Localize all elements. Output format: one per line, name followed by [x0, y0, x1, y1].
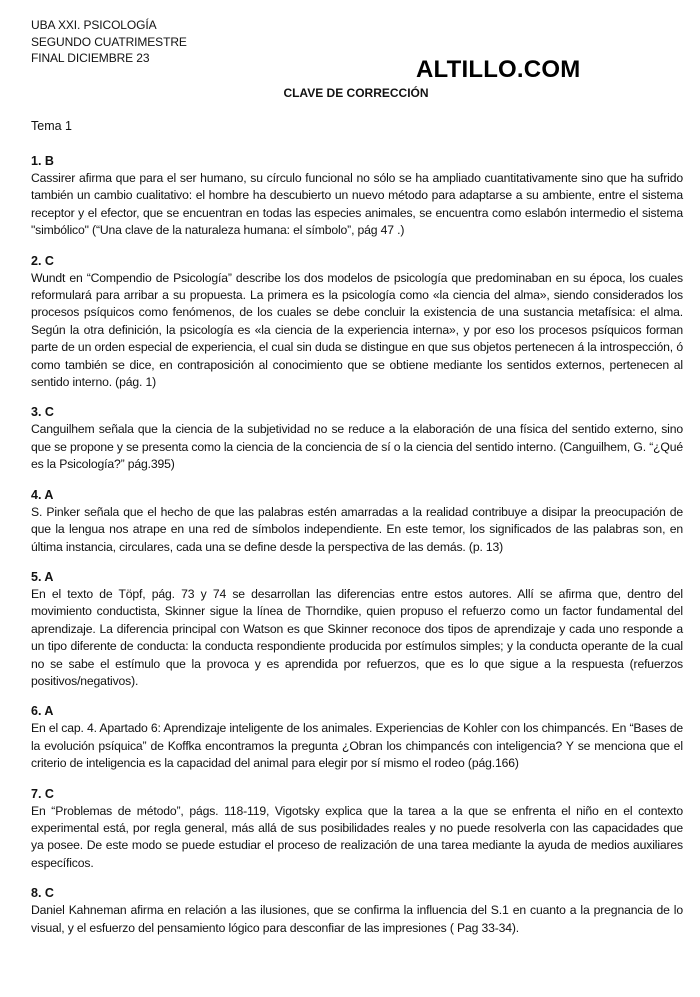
- answer-list: [31, 153, 683, 950]
- page-title: CLAVE DE CORRECCIÓN: [283, 86, 429, 100]
- answer-item: [31, 153, 683, 240]
- answer-label: 5. A: [31, 569, 54, 584]
- tema-label: Tema 1: [31, 119, 72, 133]
- answer-text: En “Problemas de método”, págs. 118-119, Vigotsky explica que la tarea a la que se enfrenta el niño en el contexto experimental está, por regla general, más allá de sus posibilidades reales y no puede resolverla con las capacidades que ya posee. De este modo se puede estudiar el proceso de realización de una tarea mediante la ayuda de medios auxiliares específicos.: [31, 803, 683, 870]
- answer-label: 8. C: [31, 886, 54, 901]
- answer-label: 1. B: [31, 154, 54, 168]
- header-line-institution: UBA XXI. PSICOLOGÍA: [31, 18, 157, 32]
- answer-item: [31, 253, 683, 392]
- answer-label: 4. A: [31, 487, 54, 502]
- answer-text: Wundt en “Compendio de Psicología” describe los dos modelos de psicología que predominaban en su época, los cuales reformulará para arribar a su propuesta. La primera es la psicología como «la ciencia del alma», siendo considerados los procesos psíquicos como fenómenos, de los cuales se debe concluir la existencia de una sustancia metafísica: el alma. Según la otra definición, la psicología es «la ciencia de la experiencia interna», y por eso los procesos psíquicos forman parte de un orden especial de experiencia, el cual sin duda se distingue en que sus objetos pertenecen á la introspección, ó como también se dice, en contraposición al conocimiento que se obtiene mediante los sentidos externos, pertenecen al sentido interno. (pág. 1): [31, 270, 683, 390]
- answer-item: [31, 404, 683, 473]
- header-line-term: SEGUNDO CUATRIMESTRE: [31, 34, 187, 49]
- answer-item: [31, 885, 683, 937]
- answer-label: 2. C: [31, 253, 54, 268]
- answer-text: S. Pinker señala que el hecho de que las palabras estén amarradas a la realidad contribuye a disipar la preocupación de que la lengua nos atrape en una red de símbolos independiente. En este temor, los significados de las palabras son, en última instancia, circulares, cada una se define desde la perspectiva de las demás. (p. 13): [31, 504, 683, 554]
- answer-text: Daniel Kahneman afirma en relación a las ilusiones, que se confirma la influencia del S.1 en cuanto a la pregnancia de lo visual, y el esfuerzo del pensamiento lógico para desconfiar de las impresiones ( Pag 33-34).: [31, 903, 683, 935]
- answer-text: Cassirer afirma que para el ser humano, su círculo funcional no sólo se ha ampliado cuantitativamente sino que ha sufrido también un cambio cualitativo: el hombre ha descubierto un nuevo método para adaptarse a su ambiente, entre el sistema receptor y el efector, que se encuentran en todas las especies animales, se encuentra como eslabón intermedio el sistema "simbólico" (“Una clave de la naturaleza humana: el símbolo”, pág 47 .): [31, 171, 683, 238]
- answer-item: [31, 487, 683, 556]
- answer-item: [31, 786, 683, 873]
- altillo-logo: ALTILLO.COM: [416, 56, 581, 83]
- exam-header: [31, 17, 187, 67]
- answer-text: En el texto de Töpf, pág. 73 y 74 se desarrollan las diferencias entre estos autores. Allí se afirma que, dentro del movimiento conductista, Skinner sigue la línea de Thorndike, quien propuso el refuerzo como un factor fundamental del aprendizaje. La diferencia principal con Watson es que Skinner reconoce dos tipos de aprendizaje y cada uno responde a un tipo diferente de conducta: la conducta respondiente producida por estímulos simples; y la conducta operante de la cual no se sabe el estímulo que la provoca y es aprendida por refuerzos, que es lo que sigue a la respuesta (refuerzos positivos/negativos).: [31, 586, 683, 688]
- answer-text: Canguilhem señala que la ciencia de la subjetividad no se reduce a la elaboración de una física del sentido externo, sino que se propone y se presenta como la ciencia de la conciencia de sí o la ciencia del sentido interno. (Canguilhem, G. “¿Qué es la Psicología?” pág.395): [31, 422, 683, 472]
- answer-label: 3. C: [31, 405, 54, 420]
- answer-label: 7. C: [31, 786, 54, 801]
- answer-item: [31, 703, 683, 772]
- header-line-exam: FINAL DICIEMBRE 23: [31, 51, 150, 65]
- answer-label: 6. A: [31, 704, 54, 719]
- answer-text: En el cap. 4. Apartado 6: Aprendizaje inteligente de los animales. Experiencias de Kohler con los chimpancés. En “Bases de la evolución psíquica” de Koffka encontramos la pregunta ¿Obran los chimpancés con inteligencia? Y se menciona que el criterio de inteligencia es la capacidad del animal para elegir por sí mismo el rodeo (pág.166): [31, 721, 683, 771]
- answer-item: [31, 569, 683, 690]
